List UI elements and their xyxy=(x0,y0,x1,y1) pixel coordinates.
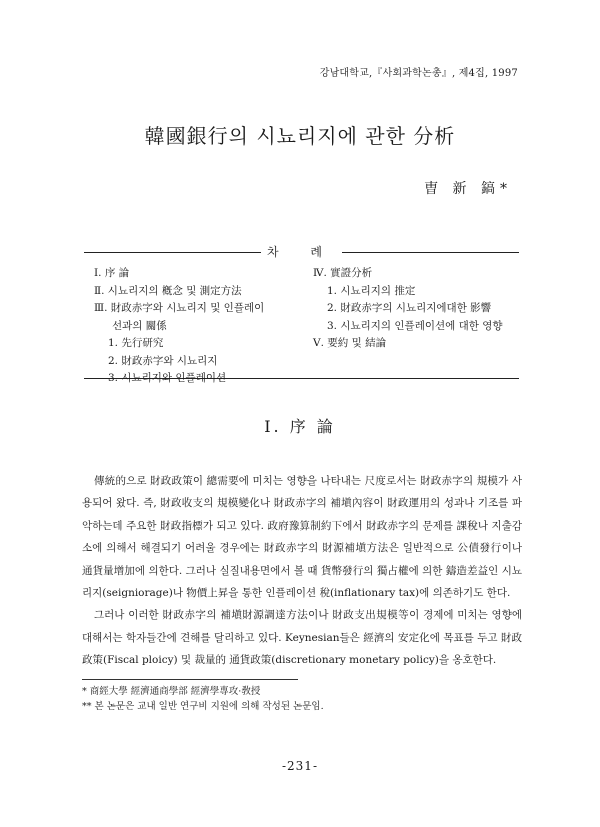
toc-item: 1. 先行研究 xyxy=(108,337,164,349)
toc-item: Ⅰ. 序 論 xyxy=(94,267,130,279)
toc-item: Ⅴ. 要約 및 結論 xyxy=(313,337,387,349)
footnotes xyxy=(82,684,522,714)
running-head: 강남대학교,『사회과학논총』, 제4집, 1997 xyxy=(319,68,518,79)
toc-item: 3. 시뇨리지의 인플레이션에 대한 영향 xyxy=(327,319,503,332)
toc-item: 선과의 關係 xyxy=(112,319,167,332)
author-name: 曺 新 鎬* xyxy=(424,181,512,197)
paper-title: 韓國銀行의 시뇨리지에 관한 分析 xyxy=(144,124,456,148)
paragraph: 그러나 이러한 財政赤字의 補塡財源調達方法이나 財政支出規模等이 경제에 미치는 영향에 대해서는 학자들간에 견해를 달리하고 있다. Keynesian들은 經濟의 安定化에 목표를 두고 財政政策(Fiscal ploicy) 및 裁量的 通貨政策(discretionary monetary policy)을 옹호한다. xyxy=(82,609,522,667)
toc-item: 2. 財政赤字의 시뇨리지에대한 影響 xyxy=(327,302,492,314)
table-of-contents xyxy=(84,245,519,384)
toc-item: 1. 시뇨리지의 推定 xyxy=(327,284,416,297)
toc-item: Ⅱ. 시뇨리지의 槪念 및 測定方法 xyxy=(94,284,242,297)
section-heading: Ⅰ. 序 論 xyxy=(264,417,336,436)
toc-item: 2. 財政赤字와 시뇨리지 xyxy=(108,354,218,367)
toc-item: 3. 시뇨리지와 인플레이션 xyxy=(108,372,227,384)
footnote-divider xyxy=(82,679,298,680)
toc-heading: 차 례 xyxy=(261,245,342,259)
toc-right-column xyxy=(313,265,519,353)
toc-heading-wrap xyxy=(84,244,519,260)
page-number: -231- xyxy=(281,759,318,773)
paragraph: 傳統的으로 財政政策이 總需要에 미치는 영향을 나타내는 尺度로서는 財政赤字의 規模가 사용되어 왔다. 즉, 財政收支의 規模變化나 財政赤字의 補塡內容이 財政運用의 성과나 기조를 파악하는데 주요한 財政指標가 되고 있다. 政府豫算制約下에서 財政赤字의 문제를 課稅나 지출감소에 의해서 해결되기 어려울 경우에는 財政赤字의 財源補塡方法은 일반적으로 公債發行이나 通貨量增加에 의한다. 그러나 실질내용면에서 볼 때 貨幣發行의 獨占權에 의한 鑄造差益인 시뇨리지(seigniorage)나 物價上昇을 통한 인플레이션 稅(inflationary tax)에 의존하기도 한다. xyxy=(82,475,522,600)
toc-item: Ⅳ. 實證分析 xyxy=(313,267,373,279)
footnote: ** 본 논문은 교내 일반 연구비 지원에 의해 작성된 논문임. xyxy=(82,701,324,712)
toc-item: Ⅲ. 財政赤字와 시뇨리지 및 인플레이 xyxy=(94,302,265,314)
footnote: * 商經大學 經濟通商學部 經濟學專攻·敎授 xyxy=(82,686,261,697)
body-text xyxy=(82,470,522,672)
toc-left-column xyxy=(94,265,294,388)
